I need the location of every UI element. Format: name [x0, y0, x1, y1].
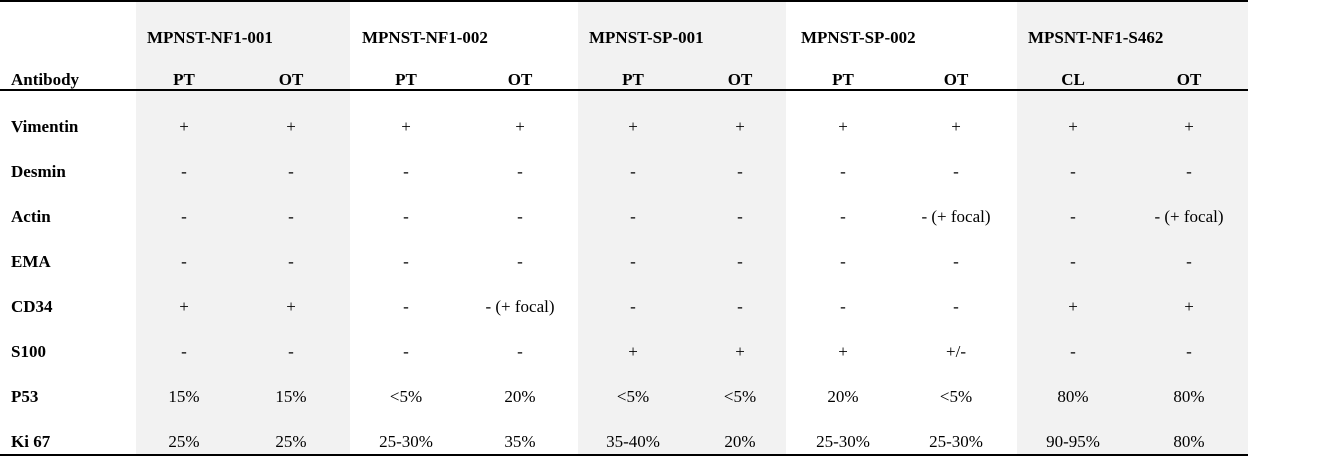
table-cell: - [288, 162, 294, 181]
table-cell: - [181, 207, 187, 226]
table-cell: - [1186, 342, 1192, 361]
row-label: Actin [11, 207, 51, 226]
table-cell: - [181, 252, 187, 271]
table-cell: 25% [275, 432, 307, 451]
table-cell: +/- [946, 342, 966, 361]
table-cell: + [838, 117, 848, 136]
table-cell: - [1070, 207, 1076, 226]
table-cell: - [517, 162, 523, 181]
table-cell: 35-40% [606, 432, 660, 451]
table-cell: - [737, 207, 743, 226]
group-header: MPNST-SP-001 [589, 28, 704, 47]
shade-band-group-5 [1017, 2, 1248, 454]
table-cell: + [628, 342, 638, 361]
subcolumn-header: OT [1176, 70, 1202, 89]
table-cell: - [737, 297, 743, 316]
group-header: MPNST-NF1-001 [147, 28, 273, 47]
table-cell: - [288, 252, 294, 271]
table-cell: - [181, 162, 187, 181]
table-cell: 20% [504, 387, 536, 406]
table-cell: - [953, 252, 959, 271]
subcolumn-header: OT [278, 70, 304, 89]
group-header: MPSNT-NF1-S462 [1028, 28, 1164, 47]
table-cell: 20% [724, 432, 756, 451]
table-cell: - [630, 252, 636, 271]
table-cell: - [517, 207, 523, 226]
table-cell: - [288, 207, 294, 226]
subcolumn-header: PT [173, 70, 195, 89]
table-cell: - [630, 207, 636, 226]
antibody-column-header: Antibody [11, 70, 80, 89]
table-cell: + [628, 117, 638, 136]
table-cell: 25-30% [816, 432, 870, 451]
row-label: Ki 67 [11, 432, 51, 451]
table-cell: - (+ focal) [921, 207, 991, 226]
table-cell: + [1184, 117, 1194, 136]
table-cell: - [1070, 252, 1076, 271]
table-cell: 80% [1057, 387, 1089, 406]
table-cell: - [630, 162, 636, 181]
table-cell: 15% [168, 387, 200, 406]
table-cell: <5% [389, 387, 423, 406]
row-label: CD34 [11, 297, 53, 316]
table-cell: - [403, 342, 409, 361]
subcolumn-header: PT [622, 70, 644, 89]
subcolumn-header: CL [1061, 70, 1085, 89]
table-cell: - [517, 252, 523, 271]
table-cell: - [1070, 162, 1076, 181]
table-cell: + [179, 117, 189, 136]
table-cell: - [288, 342, 294, 361]
table-cell: - [403, 252, 409, 271]
table-cell: + [179, 297, 189, 316]
row-label: EMA [11, 252, 51, 271]
table-cell: - [1070, 342, 1076, 361]
top-rule [0, 0, 1248, 2]
table-cell: - [403, 207, 409, 226]
table-cell: - [1186, 162, 1192, 181]
table-cell: <5% [616, 387, 650, 406]
table-cell: 25-30% [379, 432, 433, 451]
table-cell: - [737, 252, 743, 271]
table-cell: + [286, 117, 296, 136]
bottom-rule [0, 454, 1248, 456]
table-cell: 15% [275, 387, 307, 406]
table-cell: - [953, 162, 959, 181]
table-cell: + [735, 342, 745, 361]
table-cell: - [1186, 252, 1192, 271]
table-cell: - [840, 297, 846, 316]
row-label: P53 [11, 387, 39, 406]
table-cell: + [1068, 297, 1078, 316]
row-label: Vimentin [11, 117, 79, 136]
table-cell: - [840, 162, 846, 181]
table-cell: 25-30% [929, 432, 983, 451]
table-cell: + [401, 117, 411, 136]
row-label: Desmin [11, 162, 66, 181]
table-cell: - [630, 297, 636, 316]
table-cell: 35% [504, 432, 536, 451]
table-cell: - (+ focal) [485, 297, 555, 316]
group-header: MPNST-NF1-002 [362, 28, 488, 47]
table-cell: 25% [168, 432, 200, 451]
table-cell: + [838, 342, 848, 361]
subcolumn-header: OT [507, 70, 533, 89]
table-cell: + [1184, 297, 1194, 316]
table-cell: - [737, 162, 743, 181]
table-cell: - [953, 297, 959, 316]
row-label: S100 [11, 342, 46, 361]
table-cell: 20% [827, 387, 859, 406]
table-cell: + [1068, 117, 1078, 136]
table-cell: 80% [1173, 387, 1205, 406]
table-cell: - [517, 342, 523, 361]
group-header: MPNST-SP-002 [801, 28, 916, 47]
table-cell: - [840, 252, 846, 271]
table-cell: - [403, 297, 409, 316]
table-cell: + [515, 117, 525, 136]
table-cell: 80% [1173, 432, 1205, 451]
subcolumn-header: PT [395, 70, 417, 89]
subcolumn-header: PT [832, 70, 854, 89]
table-cell: + [951, 117, 961, 136]
table-cell: 90-95% [1046, 432, 1100, 451]
subcolumn-header: OT [727, 70, 753, 89]
table-cell: <5% [723, 387, 757, 406]
table-cell: + [735, 117, 745, 136]
subcolumn-header: OT [943, 70, 969, 89]
table-cell: <5% [939, 387, 973, 406]
table-cell: - [181, 342, 187, 361]
table-cell: - (+ focal) [1154, 207, 1224, 226]
table-cell: - [403, 162, 409, 181]
table-cell: + [286, 297, 296, 316]
table-cell: - [840, 207, 846, 226]
